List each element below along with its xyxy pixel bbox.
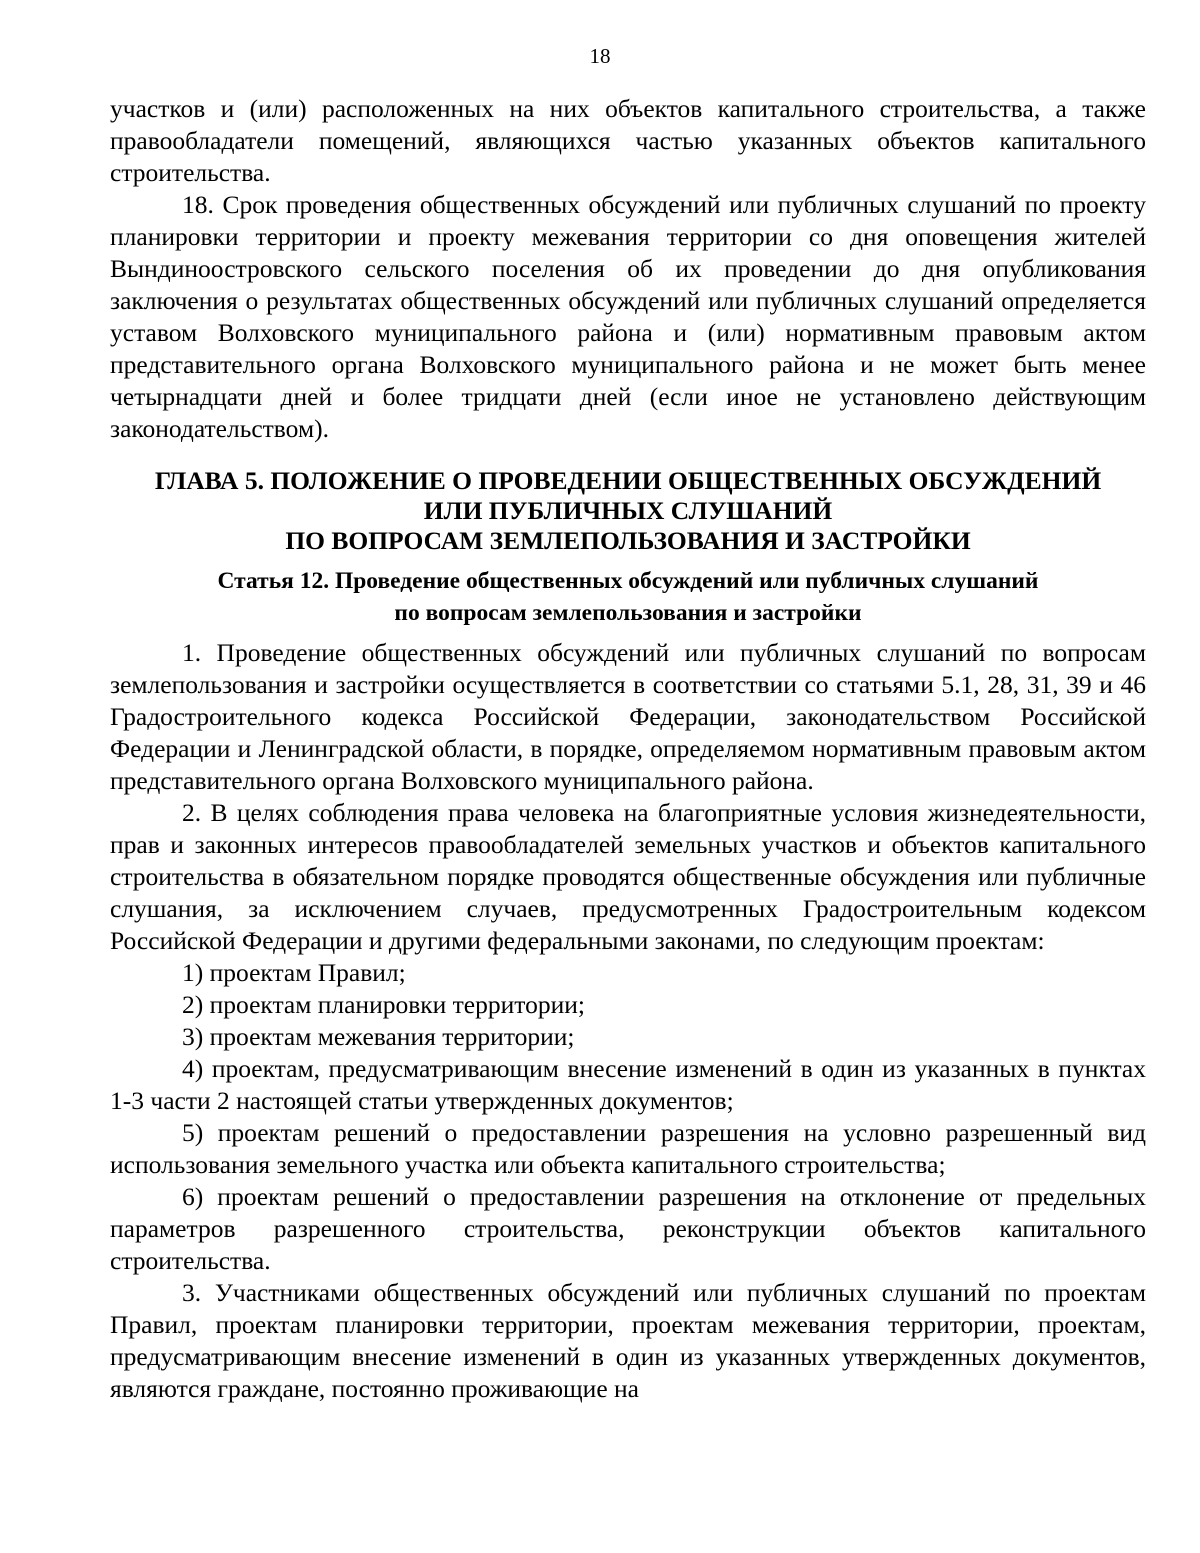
chapter-heading-line-1: ГЛАВА 5. ПОЛОЖЕНИЕ О ПРОВЕДЕНИИ ОБЩЕСТВЕННЫХ ОБСУЖДЕНИЙ [154,466,1102,495]
paragraph-continuation: участков и (или) расположенных на них объектов капитального строительства, а также правообладатели помещений, являющихся частью указанных объектов капитального строительства. [110,94,1146,187]
article-heading-line-2: по вопросам землепользования и застройки [394,600,862,626]
list-item-1: 1) проектам Правил; [182,958,406,987]
chapter-heading-line-3: ПО ВОПРОСАМ ЗЕМЛЕПОЛЬЗОВАНИЯ И ЗАСТРОЙКИ [285,526,971,555]
list-item-6: 6) проектам решений о предоставлении разрешения на отклонение от предельных параметров разрешенного строительства, реконструкции объектов капитального строительства. [110,1182,1146,1275]
article-heading-line-1: Статья 12. Проведение общественных обсуждений или публичных слушаний [217,568,1039,594]
list-item-4: 4) проектам, предусматривающим внесение изменений в один из указанных в пунктах 1-3 части 2 настоящей статьи утвержденных документов; [110,1054,1146,1115]
chapter-heading-line-2: ИЛИ ПУБЛИЧНЫХ СЛУШАНИЙ [423,496,833,525]
list-item-3: 3) проектам межевания территории; [182,1022,575,1051]
list-item-5: 5) проектам решений о предоставлении разрешения на условно разрешенный вид использования земельного участка или объекта капитального строительства; [110,1118,1146,1179]
article-heading [110,565,1146,629]
page-content [110,93,1146,1405]
paragraph-3: 3. Участниками общественных обсуждений или публичных слушаний по проектам Правил, проектам планировки территории, проектам межевания территории, проектам, предусматривающим внесение изменений в один из указанных утвержденных документов, являются граждане, постоянно проживающие на [110,1278,1146,1403]
paragraph-1: 1. Проведение общественных обсуждений или публичных слушаний по вопросам землепользования и застройки осуществляется в соответствии со статьями 5.1, 28, 31, 39 и 46 Градостроительного кодекса Российской Федерации, законодательством Российской Федерации и Ленинградской области, в порядке, определяемом нормативным правовым актом представительного органа Волховского муниципального района. [110,638,1146,795]
page-number: 18 [589,44,611,68]
list-item-2: 2) проектам планировки территории; [182,990,585,1019]
paragraph-item-18: 18. Срок проведения общественных обсуждений или публичных слушаний по проекту планировки территории и проекту межевания территории со дня оповещения жителей Вындиноостровского сельского поселения об их проведении до дня опубликования заключения о результатах общественных обсуждений или публичных слушаний определяется уставом Волховского муниципального района и (или) нормативным правовым актом представительного органа Волховского муниципального района и не может быть менее четырнадцати дней и более тридцати дней (если иное не установлено действующим законодательством). [110,190,1146,443]
chapter-heading [110,466,1146,556]
paragraph-2: 2. В целях соблюдения права человека на благоприятные условия жизнедеятельности, прав и законных интересов правообладателей земельных участков и объектов капитального строительства в обязательном порядке проводятся общественные обсуждения или публичные слушания, за исключением случаев, предусмотренных Градостроительным кодексом Российской Федерации и другими федеральными законами, по следующим проектам: [110,798,1146,955]
